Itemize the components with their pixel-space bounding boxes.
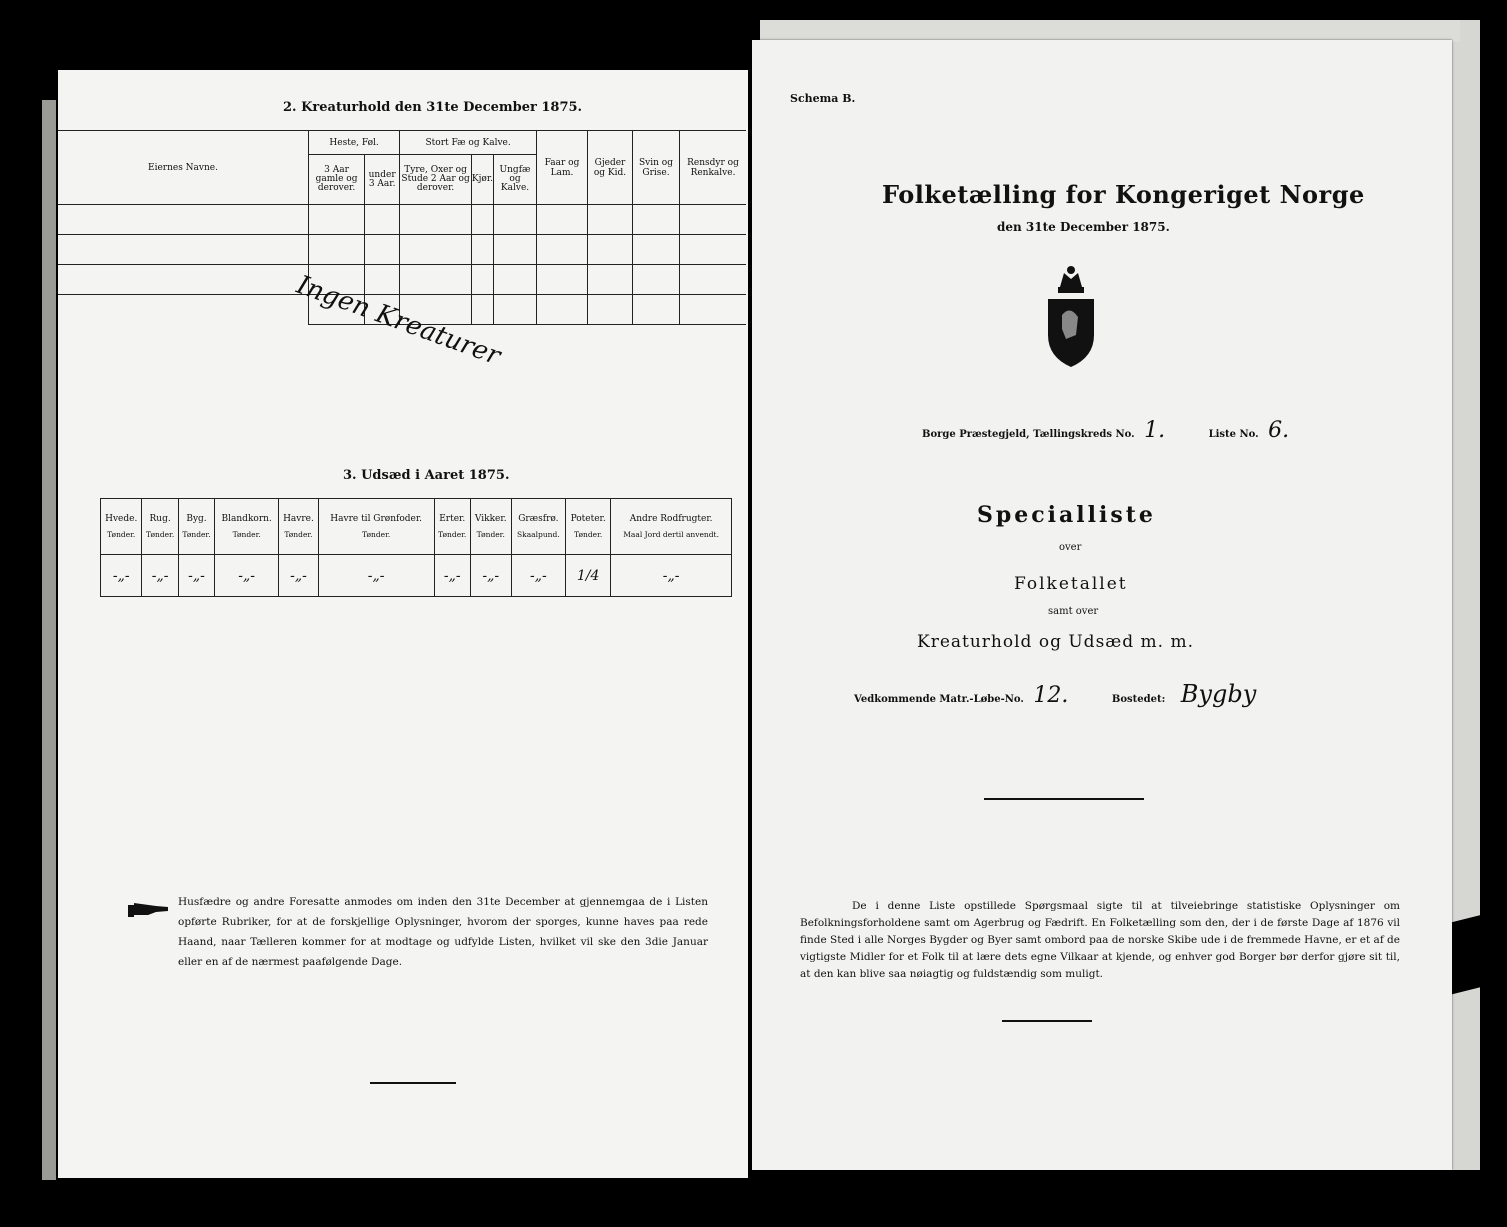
seed-value: -„-	[279, 555, 319, 597]
left-binding-strip	[42, 100, 56, 1180]
liste-number: 6.	[1268, 418, 1290, 443]
census-date: den 31te December 1875.	[997, 220, 1170, 234]
notice-text: Husfædre og andre Foresatte anmodes om inden den 31te December at gjennemgaa de i Listen opførte Rubriker, for at de forskjellige Oplysninger, hvorom der sporges, kunne haves paa rede Haand, naar Tælleren kommer for at modtage og udfylde Listen, hvilket vil ske den 3die Januar eller en af de nærmest paafølgende Dage.	[178, 896, 708, 968]
seed-col-header	[215, 499, 279, 555]
seed-col-header	[318, 499, 434, 555]
seed-col-header	[178, 499, 214, 555]
seed-value: -„-	[611, 555, 732, 597]
seed-col-unit: Tønder.	[574, 530, 603, 539]
seed-col-header	[470, 499, 511, 555]
seed-value: 1/4	[566, 555, 611, 597]
seed-col-header	[279, 499, 319, 555]
bosted-value: Bygby	[1180, 680, 1257, 708]
seed-col-header	[101, 499, 142, 555]
livestock-table	[58, 130, 746, 325]
over-label: over	[1059, 542, 1082, 553]
right-page-edges	[1452, 20, 1480, 1170]
owner-header: Eiernes Navne.	[58, 131, 309, 205]
district-number: 1.	[1144, 418, 1166, 443]
kreaturhold-label: Kreaturhold og Udsæd m. m.	[917, 632, 1195, 652]
seed-col-unit: Tønder.	[476, 530, 505, 539]
seed-value: -„-	[178, 555, 214, 597]
seed-col-unit: Maal Jord dertil anvendt.	[623, 530, 719, 539]
right-page	[752, 40, 1452, 1170]
seed-col-unit: Tønder.	[438, 530, 467, 539]
seed-col-name: Byg.	[186, 514, 207, 524]
seed-col-unit: Tønder.	[182, 530, 211, 539]
seed-col-unit: Tønder.	[284, 530, 313, 539]
seed-col-name: Blandkorn.	[221, 514, 272, 524]
seed-col-name: Rug.	[149, 514, 171, 524]
pointing-hand-icon	[128, 902, 168, 916]
pigs-header: Svin og Grise.	[633, 131, 680, 205]
matr-value: 12.	[1033, 683, 1069, 708]
matr-line	[854, 680, 1256, 708]
seed-col-header	[566, 499, 611, 555]
horses-header: Heste, Føl.	[309, 131, 400, 155]
main-title: Folketælling for Kongeriget Norge	[882, 180, 1365, 209]
seed-value: -„-	[142, 555, 178, 597]
liste-label: Liste No.	[1208, 429, 1259, 440]
seed-col-name: Hvede.	[105, 514, 138, 524]
right-bottom-rule	[1002, 1020, 1092, 1022]
district-label: Borge Præstegjeld, Tællingskreds No.	[922, 429, 1135, 440]
seed-col-name: Andre Rodfrugter.	[629, 514, 713, 524]
folketallet-label: Folketallet	[1014, 574, 1128, 594]
seed-col-unit: Tønder.	[146, 530, 175, 539]
matr-label: Vedkommende Matr.-Løbe-No.	[854, 694, 1024, 705]
seed-value: -„-	[470, 555, 511, 597]
handwritten-no-livestock: Ingen Kreaturer	[292, 270, 505, 372]
district-line	[922, 418, 1289, 443]
seed-col-name: Græsfrø.	[518, 514, 559, 524]
footer-paragraph: De i denne Liste opstillede Spørgsmaal sigte til at tilveiebringe statistiske Oplysninger om Befolkningsforholdene samt om Agerbrug og Fædrift. En Folketælling som den, der i de første Dage af 1876 vil finde Sted i alle Norges Bygder og Byer samt ombord paa de norske Skibe ude i de fremmede Havne, er et af de vigtigste Midler for et Folk til at lære dets egne Vilkaar at kjende, og enhver god Borger bør derfor gjøre sit til, at den kan blive saa nøiagtig og fuldstændig som muligt.	[800, 900, 1400, 980]
bosted-label: Bostedet:	[1111, 694, 1166, 705]
seed-col-name: Vikker.	[474, 514, 507, 524]
seed-col-name: Havre.	[283, 514, 314, 524]
left-page	[58, 70, 748, 1178]
seed-col-unit: Skaalpund.	[517, 530, 560, 539]
seed-table	[100, 498, 732, 597]
specialliste-heading: Specialliste	[977, 502, 1156, 528]
reindeer-header: Rensdyr og Renkalve.	[680, 131, 747, 205]
seed-col-name: Havre til Grønfoder.	[330, 514, 423, 524]
horses-sub2: under 3 Aar.	[365, 155, 400, 205]
seed-col-header	[434, 499, 470, 555]
seed-col-header	[142, 499, 178, 555]
seed-value: -„-	[511, 555, 565, 597]
seed-col-name: Erter.	[439, 514, 466, 524]
cattle-sub1: Tyre, Oxer og Stude 2 Aar og derover.	[400, 155, 472, 205]
schema-label: Schema B.	[790, 92, 856, 105]
seed-col-header	[511, 499, 565, 555]
seed-col-unit: Tønder.	[362, 530, 391, 539]
cattle-sub3: Ungfæ og Kalve.	[494, 155, 537, 205]
cattle-sub2: Kjør.	[471, 155, 493, 205]
seed-col-header	[611, 499, 732, 555]
sheep-header: Faar og Lam.	[537, 131, 588, 205]
seed-col-unit: Tønder.	[232, 530, 261, 539]
seed-value: -„-	[434, 555, 470, 597]
horses-sub1: 3 Aar gamle og derover.	[309, 155, 365, 205]
left-bottom-rule	[370, 1082, 456, 1084]
seed-value: -„-	[318, 555, 434, 597]
right-middle-rule	[984, 798, 1144, 800]
norwegian-coat-of-arms	[1042, 265, 1100, 370]
goats-header: Gjeder og Kid.	[588, 131, 633, 205]
seed-col-unit: Tønder.	[107, 530, 136, 539]
seed-col-name: Poteter.	[570, 514, 606, 524]
section3-title: 3. Udsæd i Aaret 1875.	[343, 468, 510, 483]
right-page-edges-inner	[760, 20, 1460, 42]
seed-value: -„-	[215, 555, 279, 597]
samt-over-label: samt over	[1048, 606, 1099, 617]
section2-title: 2. Kreaturhold den 31te December 1875.	[283, 100, 583, 115]
cattle-header: Stort Fæ og Kalve.	[400, 131, 537, 155]
seed-value: -„-	[101, 555, 142, 597]
